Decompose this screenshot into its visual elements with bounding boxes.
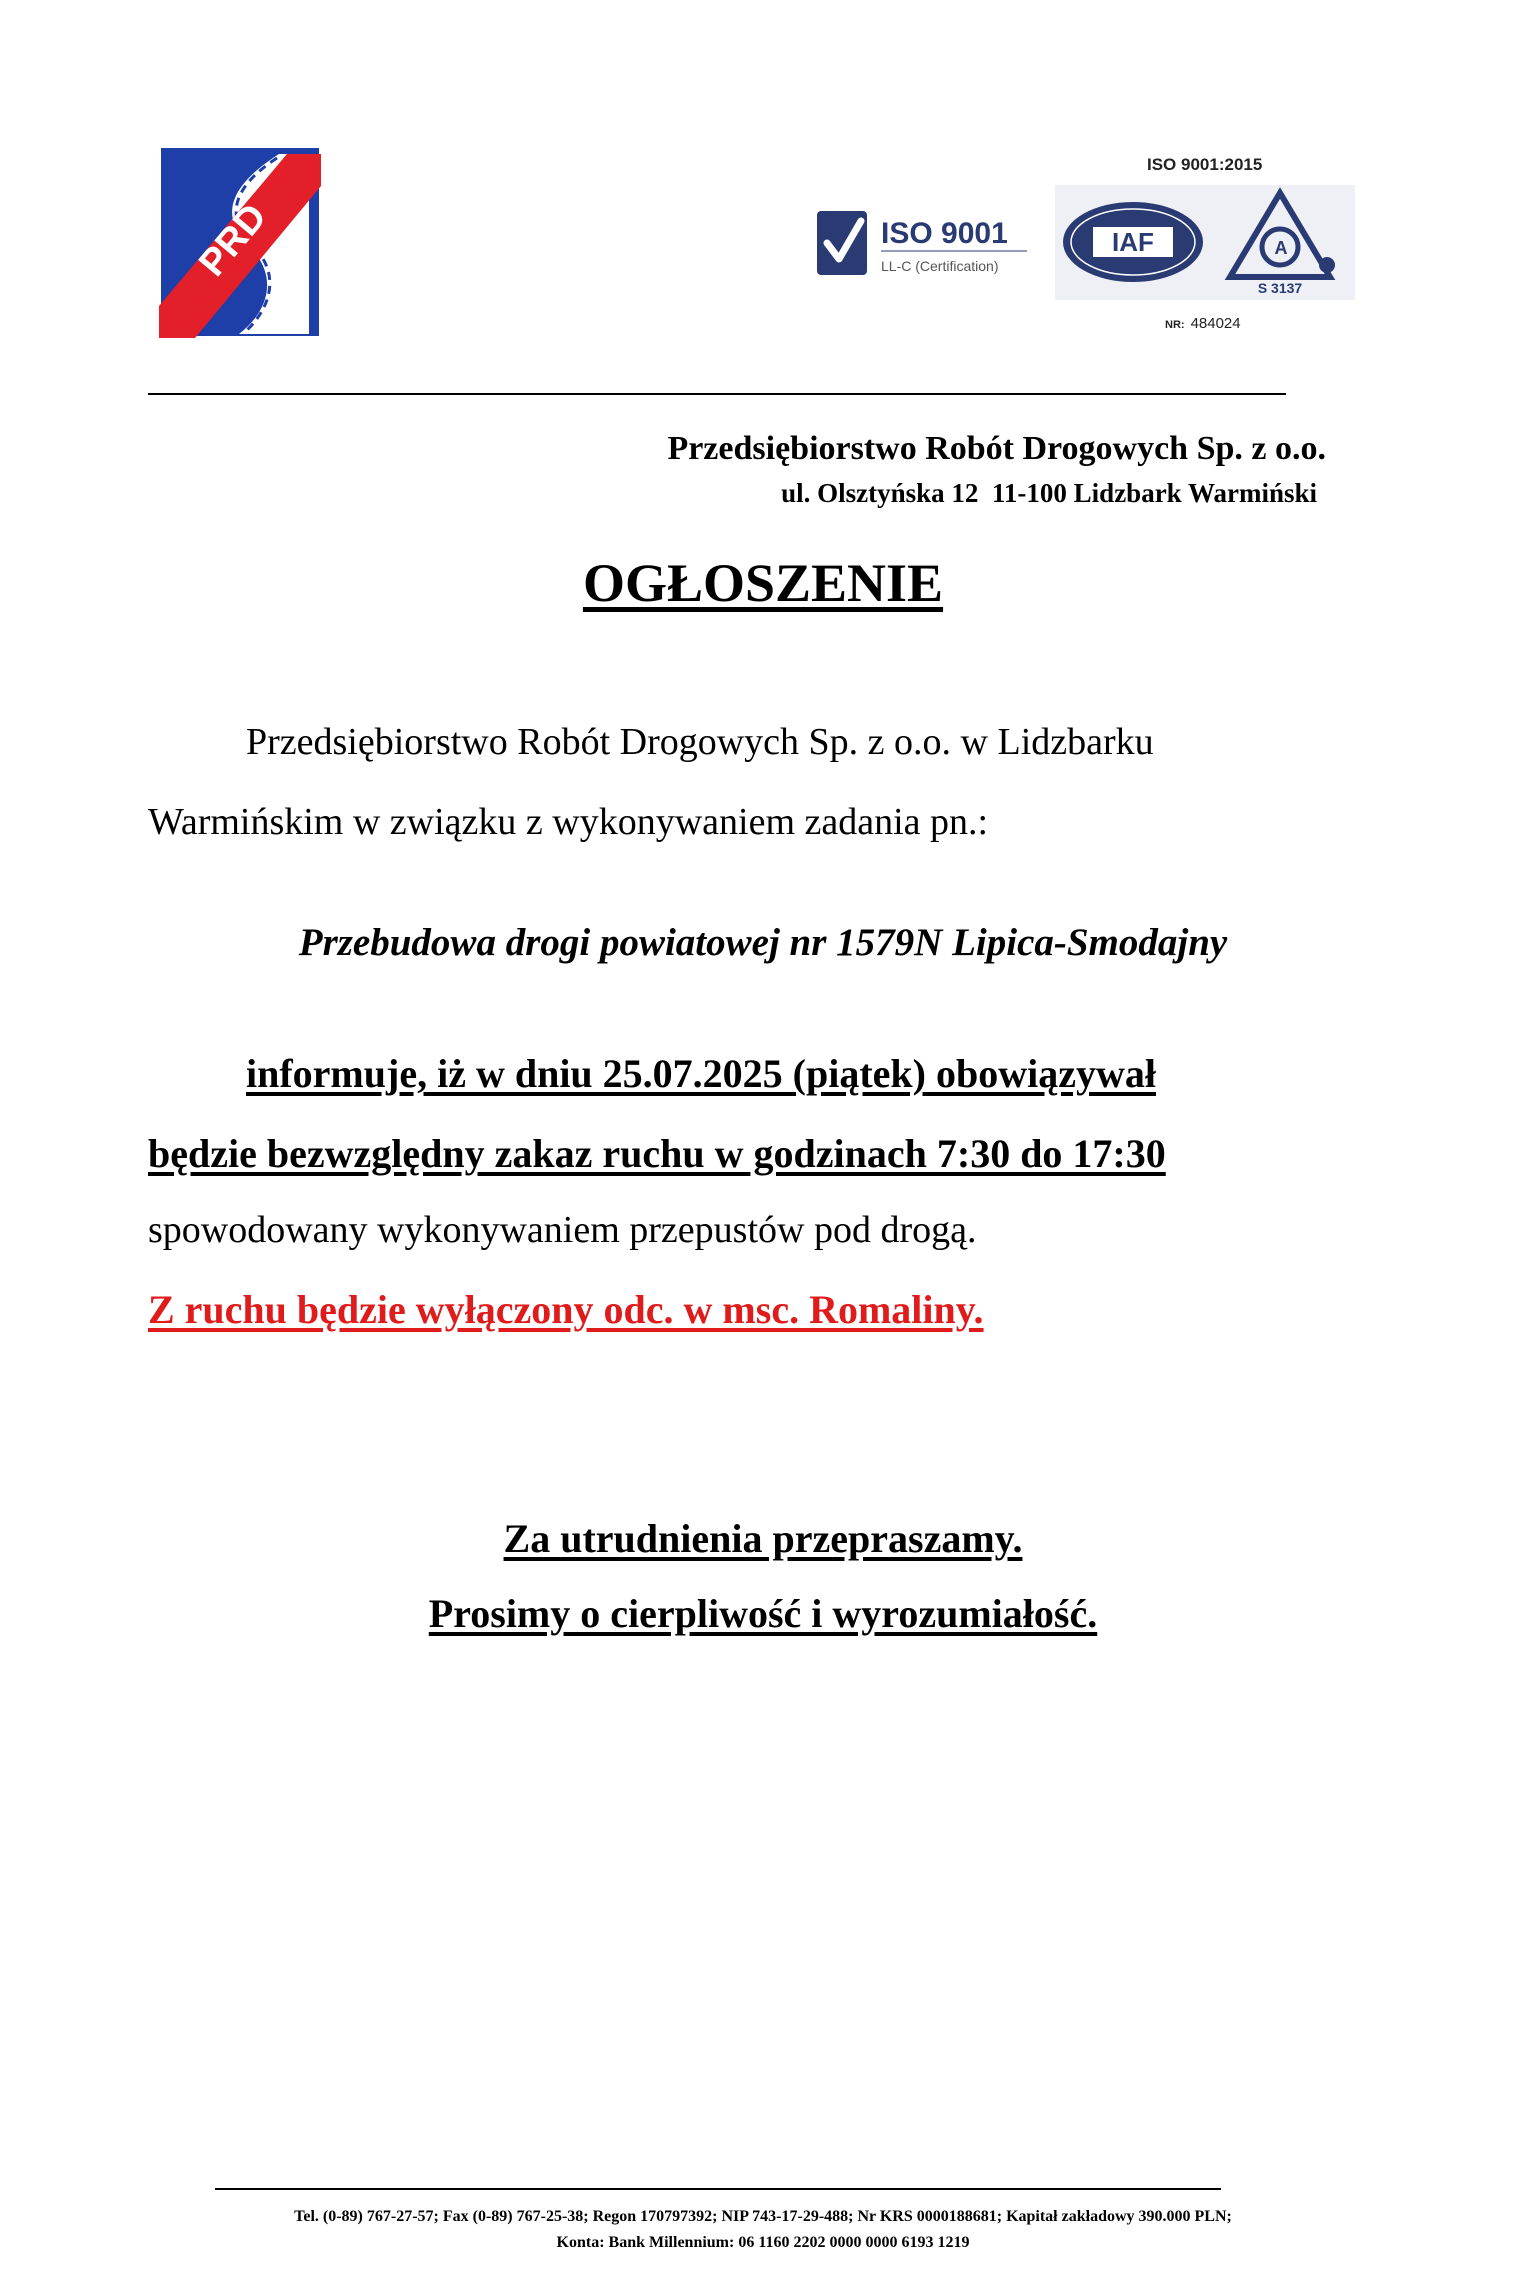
intro-line-1: Przedsiębiorstwo Robót Drogowych Sp. z o.o. w Lidzbarku xyxy=(246,721,1154,763)
iso-2015-title: ISO 9001:2015 xyxy=(1147,155,1263,174)
company-name: Przedsiębiorstwo Robót Drogowych Sp. z o.o. xyxy=(667,430,1326,467)
notice-line-2: będzie bezwzględny zakaz ruchu w godzinach 7:30 do 17:30 xyxy=(148,1131,1166,1176)
patience-text: Prosimy o cierpliwość i wyrozumiałość. xyxy=(428,1591,1098,1636)
intro-line-2: Warmińskim w związku z wykonywaniem zadania pn.: xyxy=(148,801,989,843)
closed-section-notice: Z ruchu będzie wyłączony odc. w msc. Romaliny. xyxy=(148,1287,984,1332)
iso-badge-subtitle: LL-C (Certification) xyxy=(881,258,999,274)
footer-bank-line: Konta: Bank Millennium: 06 1160 2202 0000 0000 6193 1219 xyxy=(556,2234,970,2251)
footer-divider xyxy=(215,2188,1221,2190)
footer-contact-line: Tel. (0-89) 767-27-57; Fax (0-89) 767-25-38; Regon 170797392; NIP 743-17-29-488; Nr KRS 0000188681; Kapitał zakładowy 390.000 PLN; xyxy=(294,2208,1232,2225)
iso-9001-2015-certificate xyxy=(1055,155,1355,345)
accreditation-code: S 3137 xyxy=(1257,280,1303,296)
notice-line-1: informuje, iż w dniu 25.07.2025 (piątek) obowiązywał xyxy=(246,1051,1156,1096)
notice-line-3: spowodowany wykonywaniem przepustów pod drogą. xyxy=(148,1209,977,1251)
iso-9001-badge xyxy=(815,205,1030,285)
iaf-label: IAF xyxy=(1112,227,1154,257)
announcement-title: OGŁOSZENIE xyxy=(582,553,944,613)
iso-badge-title: ISO 9001 xyxy=(881,217,1008,250)
certificate-number xyxy=(1165,315,1241,332)
certificate-nr-label: NR: xyxy=(1165,319,1185,331)
iaf-accreditation-icon xyxy=(1055,185,1355,300)
svg-text:A: A xyxy=(1274,238,1288,258)
checkmark-icon xyxy=(815,205,1030,285)
task-name: Przebudowa drogi powiatowej nr 1579N Lipica-Smodajny xyxy=(298,921,1228,964)
company-address: ul. Olsztyńska 12 11-100 Lidzbark Warmiński xyxy=(781,478,1317,508)
prd-logo-text: PRD xyxy=(191,195,275,285)
prd-company-logo xyxy=(159,146,321,338)
apology-text: Za utrudnienia przepraszamy. xyxy=(503,1516,1023,1561)
header-divider xyxy=(148,393,1286,395)
certificate-nr-value: 484024 xyxy=(1190,315,1241,332)
